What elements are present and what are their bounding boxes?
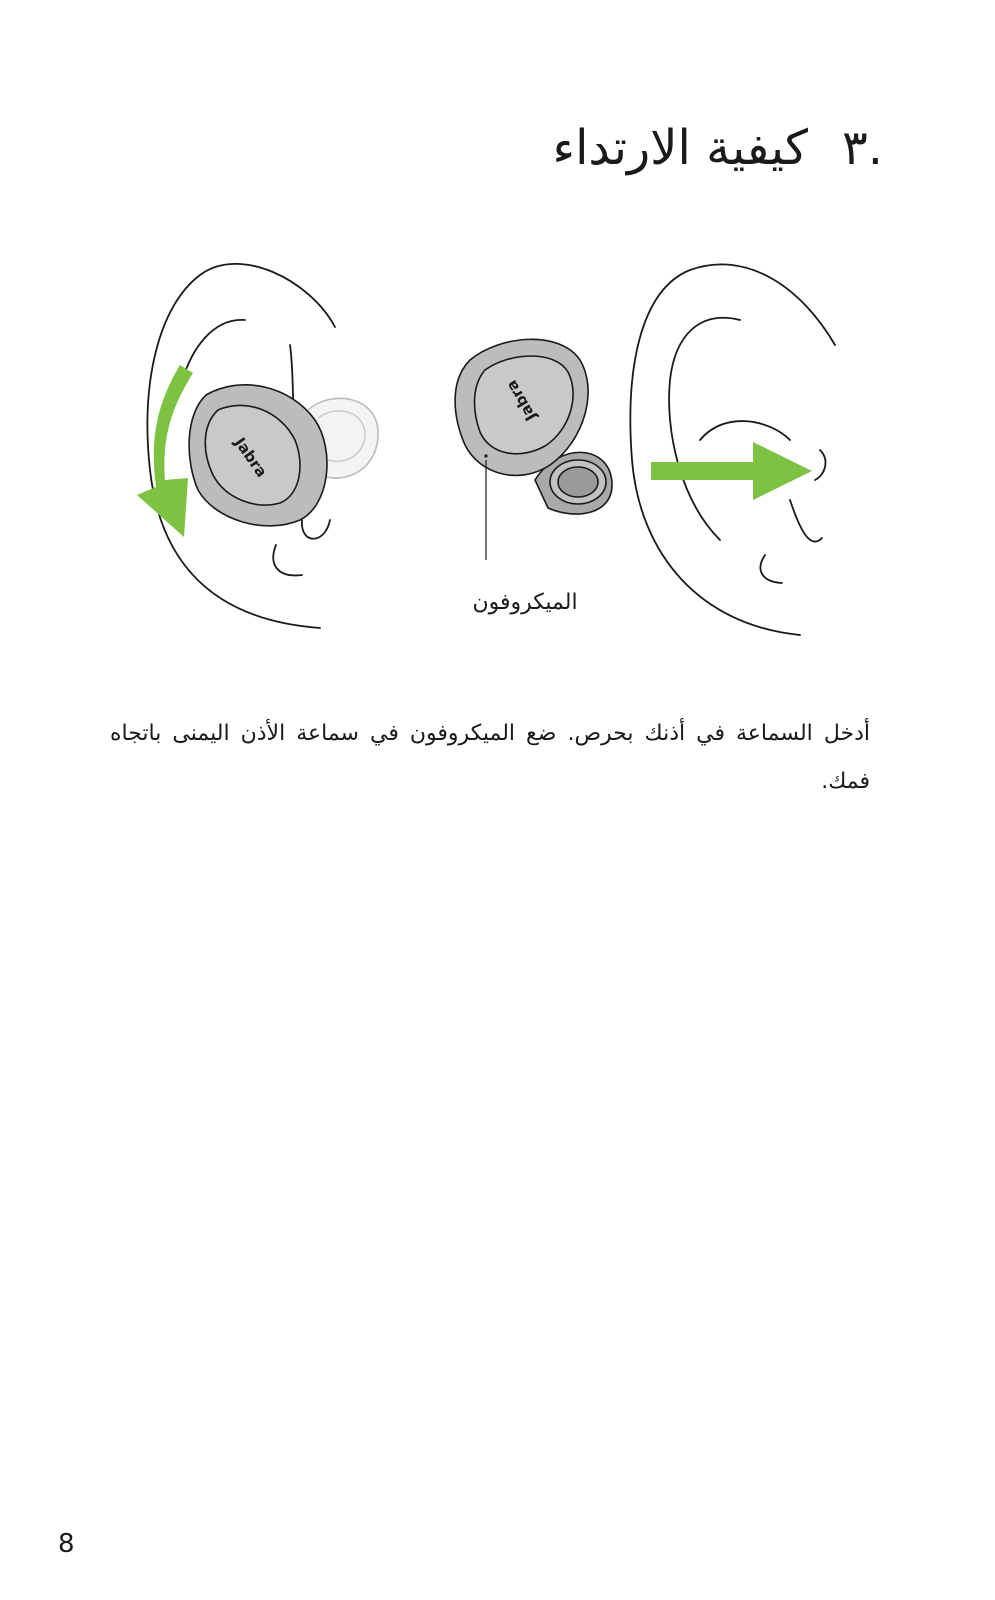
microphone-hole — [484, 454, 487, 457]
right-ear-drawing — [630, 264, 835, 635]
page-number: 8 — [58, 1529, 75, 1559]
left-earbud — [189, 385, 378, 526]
instruction-paragraph: أدخل السماعة في أذنك بحرص. ضع الميكروفون في سماعة الأذن اليمنى باتجاه فمك. — [110, 721, 870, 794]
right-bud-logo: Jabra — [502, 376, 540, 425]
microphone-label: الميكروفون — [472, 590, 578, 615]
section-heading — [553, 118, 884, 178]
center-earbud — [455, 339, 612, 560]
left-bud-logo: Jabra — [230, 434, 271, 481]
rotate-down-arrow-icon — [137, 365, 193, 537]
section-title: كيفية الارتداء — [552, 120, 808, 176]
section-number: .٣ — [841, 120, 883, 176]
